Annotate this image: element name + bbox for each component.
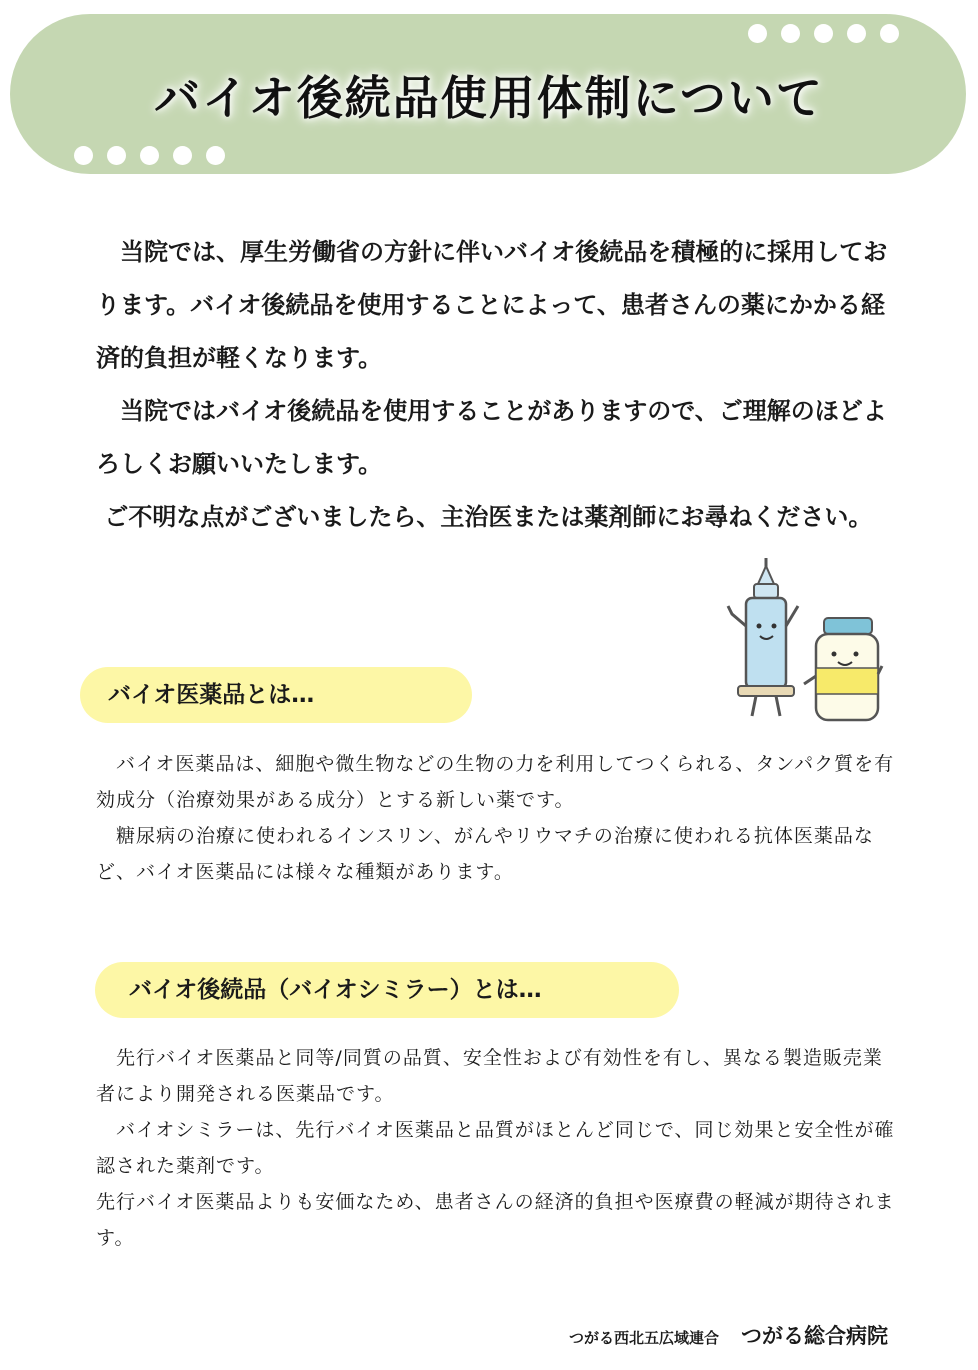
- section-paragraph: バイオシミラーは、先行バイオ医薬品と品質がほとんど同じで、同じ効果と安全性が確認された薬剤です。: [96, 1119, 895, 1177]
- section-paragraph: バイオ医薬品は、細胞や微生物などの生物の力を利用してつくられる、タンパク質を有効成分（治療効果がある成分）とする新しい薬です。: [96, 753, 895, 811]
- section-paragraph: 先行バイオ医薬品と同等/同質の品質、安全性および有効性を有し、異なる製造販売業者により開発される医薬品です。: [96, 1047, 883, 1105]
- footer: [569, 1320, 888, 1350]
- section-heading-bio-drugs: バイオ医薬品とは…: [80, 667, 472, 723]
- organization-name: つがる西北五広域連合: [568, 1329, 719, 1347]
- decorative-dots-bottom-left: [74, 146, 225, 165]
- syringe-and-bottle-illustration: [724, 556, 884, 726]
- section-paragraph: 糖尿病の治療に使われるインスリン、がんやリウマチの治療に使われる抗体医薬品など、バイオ医薬品には様々な種類があります。: [96, 825, 874, 883]
- section-bio-drugs: [96, 746, 896, 890]
- intro-text: [96, 226, 896, 544]
- intro-paragraph: 当院では、厚生労働省の方針に伴いバイオ後続品を積極的に採用しております。バイオ後続品を使用することによって、患者さんの薬にかかる経済的負担が軽くなります。: [96, 238, 888, 372]
- page-title: バイオ後続品使用体制について: [154, 71, 824, 125]
- syringe-character-icon: [728, 558, 798, 716]
- section-biosimilar: [96, 1040, 896, 1256]
- intro-paragraph: ご不明な点がございましたら、主治医または薬剤師にお尋ねください。: [96, 503, 873, 531]
- hospital-name: つがる総合病院: [741, 1324, 888, 1348]
- intro-paragraph: 当院ではバイオ後続品を使用することがありますので、ご理解のほどよろしくお願いいたします。: [96, 397, 887, 478]
- medicine-bottle-character-icon: [804, 618, 882, 720]
- section-paragraph: 先行バイオ医薬品よりも安価なため、患者さんの経済的負担や医療費の軽減が期待されます。: [96, 1191, 895, 1249]
- section-heading-biosimilar: バイオ後続品（バイオシミラー）とは…: [95, 962, 679, 1018]
- decorative-dots-top-right: [748, 24, 899, 43]
